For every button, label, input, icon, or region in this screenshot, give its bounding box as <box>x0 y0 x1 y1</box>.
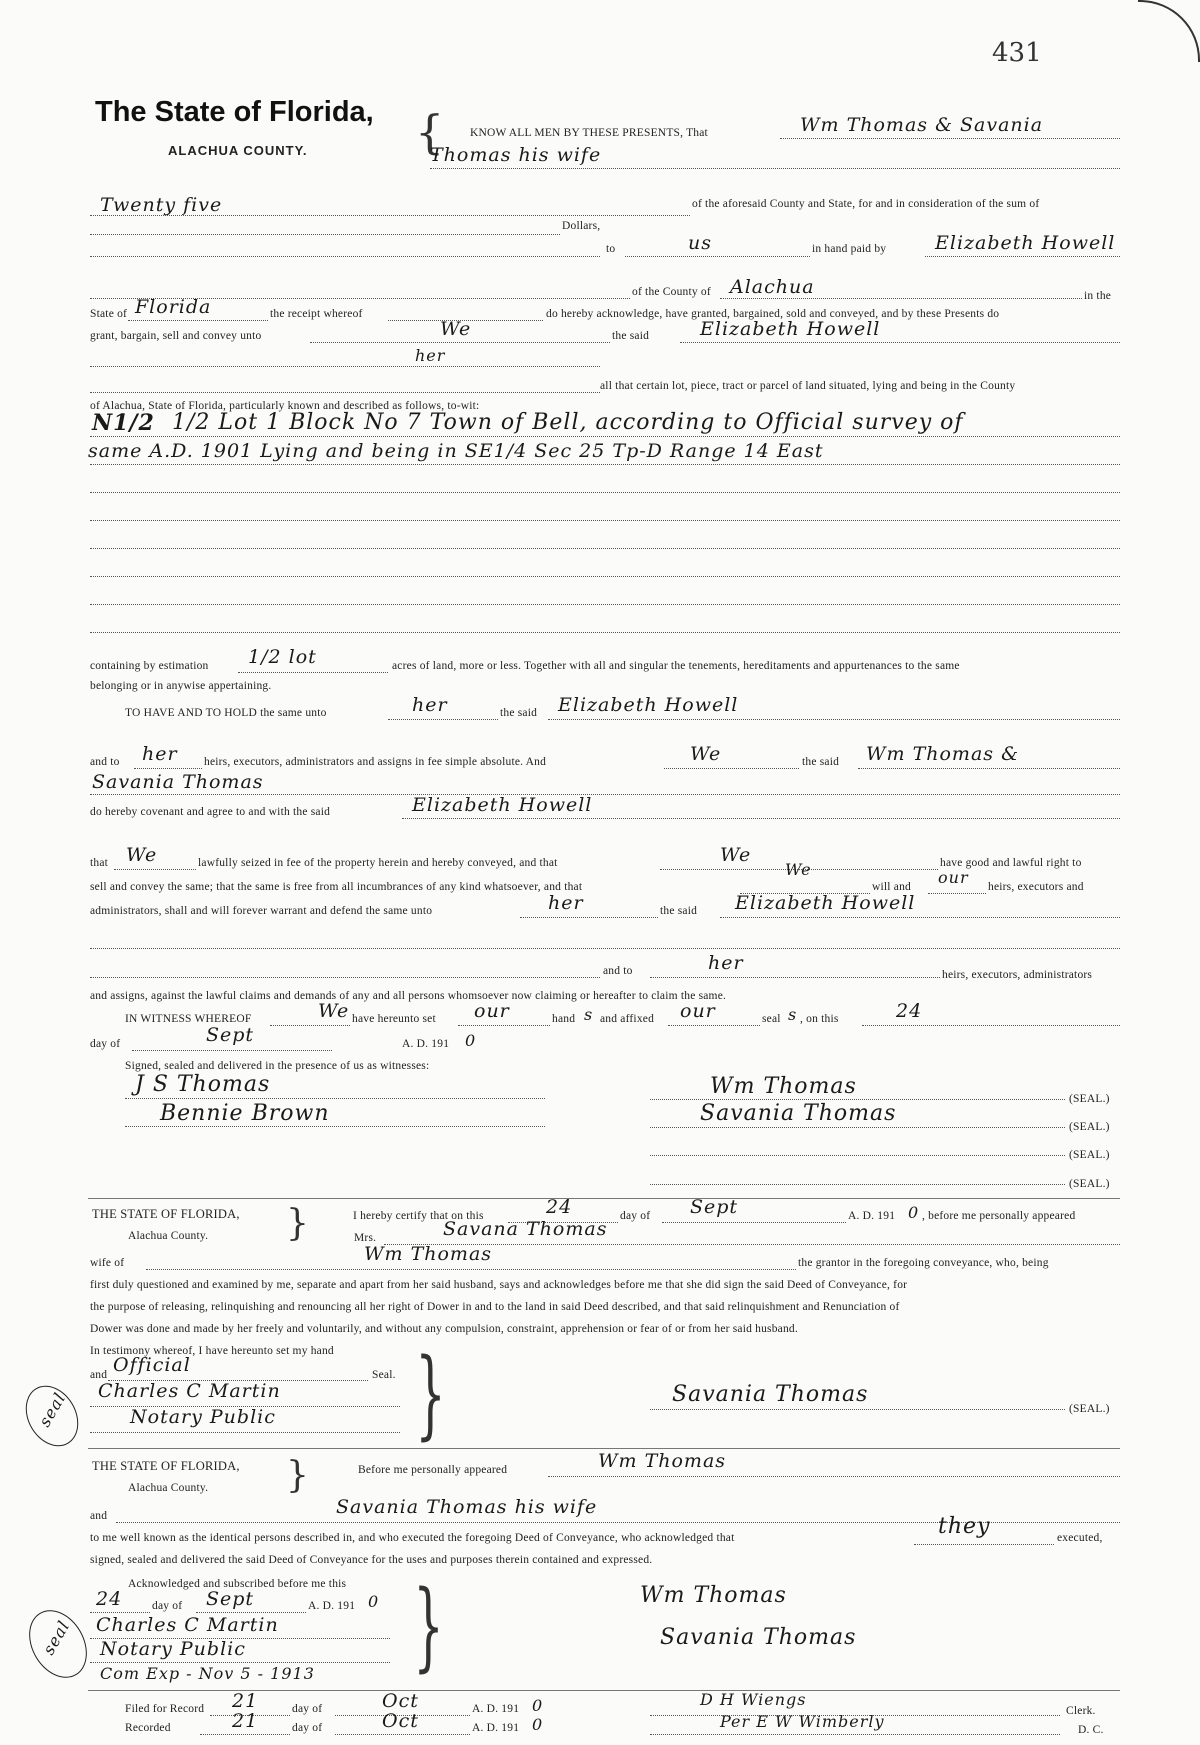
rec-month: Oct <box>382 1710 419 1732</box>
we-word: We <box>440 318 472 340</box>
seal-label: (SEAL.) <box>1069 1093 1110 1105</box>
rule <box>914 1544 1054 1545</box>
rule <box>90 366 600 367</box>
the-said-text: the said <box>612 330 650 342</box>
rule <box>90 794 1120 795</box>
the-said-text: the said <box>500 707 538 719</box>
description-mark: N1/2 <box>92 410 155 436</box>
ad-text: A. D. 191 <box>848 1210 896 1222</box>
day-of-text: day of <box>152 1600 183 1612</box>
before-me-text: , before me personally appeared <box>922 1210 1076 1222</box>
on-this-text: , on this <box>800 1013 839 1025</box>
page-number: 431 <box>992 38 1042 68</box>
receipt-text: the receipt whereof <box>270 308 363 320</box>
we-word: We <box>318 1000 350 1022</box>
our-word: our <box>680 1000 716 1022</box>
her-word: her <box>415 346 446 365</box>
clerk-label: Clerk. <box>1066 1705 1096 1717</box>
rule <box>90 1612 150 1613</box>
grantee-name: Elizabeth Howell <box>558 694 739 716</box>
dower-text2: the purpose of releasing, relinquishing and renouncing all her right of Dower in and to the land in said Deed described, and that said relinquishment and Renunciation of <box>90 1301 900 1313</box>
of-alachua-text: of Alachua, State of Florida, particularly known and described as follows, to-wit: <box>90 400 480 412</box>
and-to-text: and to <box>90 756 120 768</box>
dollars-text: Dollars, <box>562 220 601 232</box>
rule <box>128 320 268 321</box>
her-word: her <box>548 892 584 914</box>
we-word: We <box>720 844 752 866</box>
rule <box>384 1244 1120 1245</box>
and-text: and <box>90 1510 108 1522</box>
in-the-text: in the <box>1084 290 1112 302</box>
description-line2: same A.D. 1901 Lying and being in SE1/4 Sec 25 Tp-D Range 14 East <box>88 440 824 462</box>
ack-day: 24 <box>96 1588 123 1610</box>
seized-text: lawfully seized in fee of the property herein and hereby conveyed, and that <box>198 857 558 869</box>
rule <box>132 1050 332 1051</box>
rule <box>662 1222 846 1223</box>
payer-name: Elizabeth Howell <box>935 232 1116 254</box>
state-name: Florida <box>135 296 212 318</box>
clerk-signature: D H Wiengs <box>700 1690 807 1709</box>
grantee-name: Elizabeth Howell <box>412 794 593 816</box>
ack-month: Sept <box>206 1588 255 1610</box>
section-divider <box>88 1198 1120 1199</box>
year-digit: 0 <box>368 1592 380 1611</box>
and-affixed-text: and affixed <box>600 1013 655 1025</box>
ack-person2: Savania Thomas his wife <box>336 1496 598 1518</box>
rule <box>650 1734 1060 1735</box>
and-assigns-text: and assigns, against the lawful claims and demands of any and all persons whomsoever now claiming or hereafter to claim the same. <box>90 990 727 1002</box>
rule <box>125 1126 545 1127</box>
will-and-text: will and <box>872 881 911 893</box>
signer2-signature: Savania Thomas <box>700 1101 897 1126</box>
acknowledge-text: do hereby acknowledge, have granted, bargained, sold and conveyed, and by these Presents do <box>546 308 1000 320</box>
seal-suffix: s <box>788 1005 798 1024</box>
dower-signature: Savania Thomas <box>672 1382 869 1407</box>
day-of-text: day of <box>90 1038 121 1050</box>
we-word: We <box>126 844 158 866</box>
rec-day: 21 <box>232 1710 259 1732</box>
witness2-signature: Bennie Brown <box>160 1101 330 1126</box>
ad-text: A. D. 191 <box>402 1038 450 1050</box>
and-text: and <box>90 1369 108 1381</box>
rule <box>548 1476 1120 1477</box>
dc-label: D. C. <box>1078 1724 1104 1736</box>
section-divider <box>88 1448 1120 1449</box>
ack-signer1: Wm Thomas <box>640 1583 787 1608</box>
to-text: to <box>606 243 616 255</box>
belonging-text: belonging or in anywise appertaining. <box>90 680 272 692</box>
ack-state: THE STATE OF FLORIDA, <box>92 1459 240 1473</box>
her-word: her <box>708 952 744 974</box>
rule <box>388 719 498 720</box>
grant-line-text: grant, bargain, sell and convey unto <box>90 330 262 342</box>
rule <box>720 298 1082 299</box>
and-to-text: and to <box>603 965 633 977</box>
grantor-in-text: the grantor in the foregoing conveyance, who, being <box>798 1257 1049 1269</box>
heirs-text: heirs, executors, administrators and assigns in fee simple absolute. And <box>204 756 547 768</box>
filed-year: 0 <box>532 1696 544 1715</box>
year-digit: 0 <box>908 1203 920 1222</box>
rule <box>520 917 658 918</box>
rule <box>664 768 799 769</box>
rule <box>134 768 202 769</box>
aforesaid-text: of the aforesaid County and State, for and in consideration of the sum of <box>692 198 1040 210</box>
rule <box>680 342 1120 343</box>
rule <box>90 576 1120 577</box>
rule <box>196 1612 306 1613</box>
witness-month: Sept <box>206 1024 255 1046</box>
rule <box>650 1409 1065 1410</box>
rule <box>858 768 1120 769</box>
rule <box>668 1025 760 1026</box>
dower-text3: Dower was done and made by her freely and voluntarily, and without any compulsion, constraint, apprehension or fear of or from her said husband. <box>90 1323 798 1335</box>
grantee-name: Elizabeth Howell <box>700 318 881 340</box>
covenant-text: do hereby covenant and agree to and with the said <box>90 806 331 818</box>
rule <box>90 215 690 216</box>
rule <box>270 1025 350 1026</box>
acres-text: acres of land, more or less. Together with all and singular the tenements, hereditaments and appurtenances to the same <box>392 660 960 672</box>
our-word: our <box>474 1000 510 1022</box>
hand-suffix: s <box>584 1005 594 1024</box>
before-me-text: Before me personally appeared <box>358 1464 508 1476</box>
the-said-text: the said <box>802 756 840 768</box>
testimony-text: In testimony whereof, I have hereunto set my hand <box>90 1345 334 1357</box>
rule <box>548 719 1120 720</box>
ack-signer2: Savania Thomas <box>660 1625 857 1650</box>
seal-label: (SEAL.) <box>1069 1149 1110 1161</box>
state-title: The State of Florida, <box>95 96 374 128</box>
that-text: that <box>90 857 109 869</box>
rule <box>925 256 1120 257</box>
rule <box>650 1127 1065 1128</box>
official-word: Official <box>113 1354 191 1376</box>
dower-text1: first duly questioned and examined by me, separate and apart from her said husband, says and acknowledges before me that she did sign the said Deed of Conveyance, for <box>90 1279 908 1291</box>
to-have-text: TO HAVE AND TO HOLD the same unto <box>125 707 327 719</box>
brace: { <box>415 105 445 159</box>
rule <box>90 256 600 257</box>
our-word: our <box>938 868 969 887</box>
rule <box>90 632 1120 633</box>
rule <box>90 464 1120 465</box>
rule <box>720 917 1120 918</box>
amount-written: Twenty five <box>100 194 223 216</box>
hand-text: hand <box>552 1013 576 1025</box>
filed-text: Filed for Record <box>125 1703 205 1715</box>
we-word: We <box>785 860 812 879</box>
her-word: her <box>412 694 448 716</box>
ack-subscribed-text: Acknowledged and subscribed before me this <box>128 1578 347 1590</box>
rule <box>90 234 560 235</box>
rule <box>650 1155 1065 1156</box>
rule <box>125 1098 545 1099</box>
grantors-line2: Thomas his wife <box>430 144 602 166</box>
ack-county: Alachua County. <box>128 1482 209 1494</box>
rule <box>862 1025 1120 1026</box>
sell-convey-text: sell and convey the same; that the same is free from all incumbrances of any kind whatsoever, and that <box>90 881 583 893</box>
rule <box>780 138 1120 139</box>
dower-month: Sept <box>690 1196 739 1218</box>
ack-notary-title: Notary Public <box>100 1638 246 1660</box>
seal-label: (SEAL.) <box>1069 1403 1110 1415</box>
ack-text1: to me well known as the identical persons described in, and who executed the foregoing Deed of Conveyance, who acknowledged that <box>90 1532 735 1544</box>
brace: } <box>286 1455 309 1496</box>
have-hereunto-text: have hereunto set <box>352 1013 436 1025</box>
administrators-text: administrators, shall and will forever warrant and defend the same unto <box>90 905 433 917</box>
notary-title: Notary Public <box>130 1406 276 1428</box>
year-digit: 0 <box>465 1031 477 1050</box>
seal-label: (SEAL.) <box>1069 1178 1110 1190</box>
rule <box>90 977 600 978</box>
grantor-line2: Savania Thomas <box>92 771 264 793</box>
all-that-text: all that certain lot, piece, tract or parcel of land situated, lying and being in the County <box>600 380 1016 392</box>
rule <box>238 672 388 673</box>
recorded-text: Recorded <box>125 1722 171 1734</box>
they-word: they <box>938 1514 991 1539</box>
heirs-exec-admin-text: heirs, executors, administrators <box>942 969 1093 981</box>
husband-name: Wm Thomas <box>364 1243 493 1265</box>
in-witness-text: IN WITNESS WHEREOF <box>125 1013 252 1025</box>
of-county-text: of the County of <box>632 286 711 298</box>
seal-label: (SEAL.) <box>1069 1121 1110 1133</box>
rule <box>90 948 1120 949</box>
rule <box>90 436 1120 437</box>
mrs-text: Mrs. <box>354 1232 377 1244</box>
the-said-text: the said <box>660 905 698 917</box>
filed-month: Oct <box>382 1690 419 1712</box>
witness1-signature: J S Thomas <box>135 1072 271 1097</box>
seal-stamp-text: seal <box>34 1389 70 1430</box>
signer1-signature: Wm Thomas <box>710 1074 857 1099</box>
seal-text: seal <box>762 1013 781 1025</box>
rule <box>625 256 810 257</box>
in-hand-paid-text: in hand paid by <box>812 243 887 255</box>
day-of-text: day of <box>292 1722 323 1734</box>
to-whom: us <box>688 232 712 254</box>
ack-person1: Wm Thomas <box>598 1450 727 1472</box>
rule <box>114 869 196 870</box>
heirs-exec-text: heirs, executors and <box>988 881 1084 893</box>
grantor-line1: Wm Thomas & <box>866 743 1019 765</box>
rec-year: 0 <box>532 1715 544 1734</box>
containing-text: containing by estimation <box>90 660 209 672</box>
dower-day: 24 <box>546 1196 573 1218</box>
know-all-text: KNOW ALL MEN BY THESE PRESENTS, That <box>470 127 708 139</box>
ad-text: A. D. 191 <box>472 1703 520 1715</box>
rule <box>146 1269 796 1270</box>
grantee-name: Elizabeth Howell <box>735 892 916 914</box>
rule <box>650 1184 1065 1185</box>
county-heading: ALACHUA COUNTY. <box>168 143 308 158</box>
rule <box>650 977 940 978</box>
signed-sealed-text: Signed, sealed and delivered in the presence of us as witnesses: <box>125 1060 430 1072</box>
rule <box>335 1734 470 1735</box>
ad-text: A. D. 191 <box>472 1722 520 1734</box>
rule <box>650 1099 1065 1100</box>
dower-county: Alachua County. <box>128 1230 209 1242</box>
estimation: 1/2 lot <box>248 646 317 668</box>
description-line1: 1/2 Lot 1 Block No 7 Town of Bell, according to Official survey of <box>172 410 964 435</box>
rule <box>90 492 1120 493</box>
wife-of-text: wife of <box>90 1257 125 1269</box>
deputy-signature: Per E W Wimberly <box>720 1712 885 1731</box>
county-name: Alachua <box>730 276 815 298</box>
seal-stamp-text: seal <box>38 1617 74 1658</box>
filed-day: 21 <box>232 1690 259 1712</box>
notary-name: Charles C Martin <box>98 1380 281 1402</box>
rule <box>90 392 600 393</box>
ack-text2: signed, sealed and delivered the said Deed of Conveyance for the uses and purposes therein contained and expressed. <box>90 1554 653 1566</box>
rule <box>200 1734 290 1735</box>
seal-word: Seal. <box>372 1369 396 1381</box>
wife-name: Savana Thomas <box>443 1218 608 1240</box>
rule <box>90 1432 400 1433</box>
rule <box>90 604 1120 605</box>
we-word: We <box>690 743 722 765</box>
state-of-text: State of <box>90 308 128 320</box>
her-word: her <box>142 743 178 765</box>
commission-expiry: Com Exp - Nov 5 - 1913 <box>100 1664 315 1683</box>
certify-text: I hereby certify that on this <box>353 1210 484 1222</box>
rule <box>310 342 610 343</box>
brace: } <box>286 1203 309 1244</box>
witness-day: 24 <box>896 1000 923 1022</box>
dower-state: THE STATE OF FLORIDA, <box>92 1207 240 1221</box>
ack-notary-name: Charles C Martin <box>96 1614 279 1636</box>
good-right-text: have good and lawful right to <box>940 857 1082 869</box>
rule <box>90 520 1120 521</box>
grantors-line1: Wm Thomas & Savania <box>800 114 1044 136</box>
rule <box>928 893 986 894</box>
executed-text: executed, <box>1057 1532 1103 1544</box>
rule <box>458 1025 550 1026</box>
rule <box>90 1662 390 1663</box>
page-curl <box>1138 0 1200 62</box>
day-of-text: day of <box>292 1703 323 1715</box>
rule <box>430 168 1120 169</box>
day-of-text: day of <box>620 1210 651 1222</box>
rule <box>90 548 1120 549</box>
ad-text: A. D. 191 <box>308 1600 356 1612</box>
rule <box>402 818 1120 819</box>
brace: } <box>413 1570 444 1682</box>
brace: } <box>415 1338 446 1450</box>
